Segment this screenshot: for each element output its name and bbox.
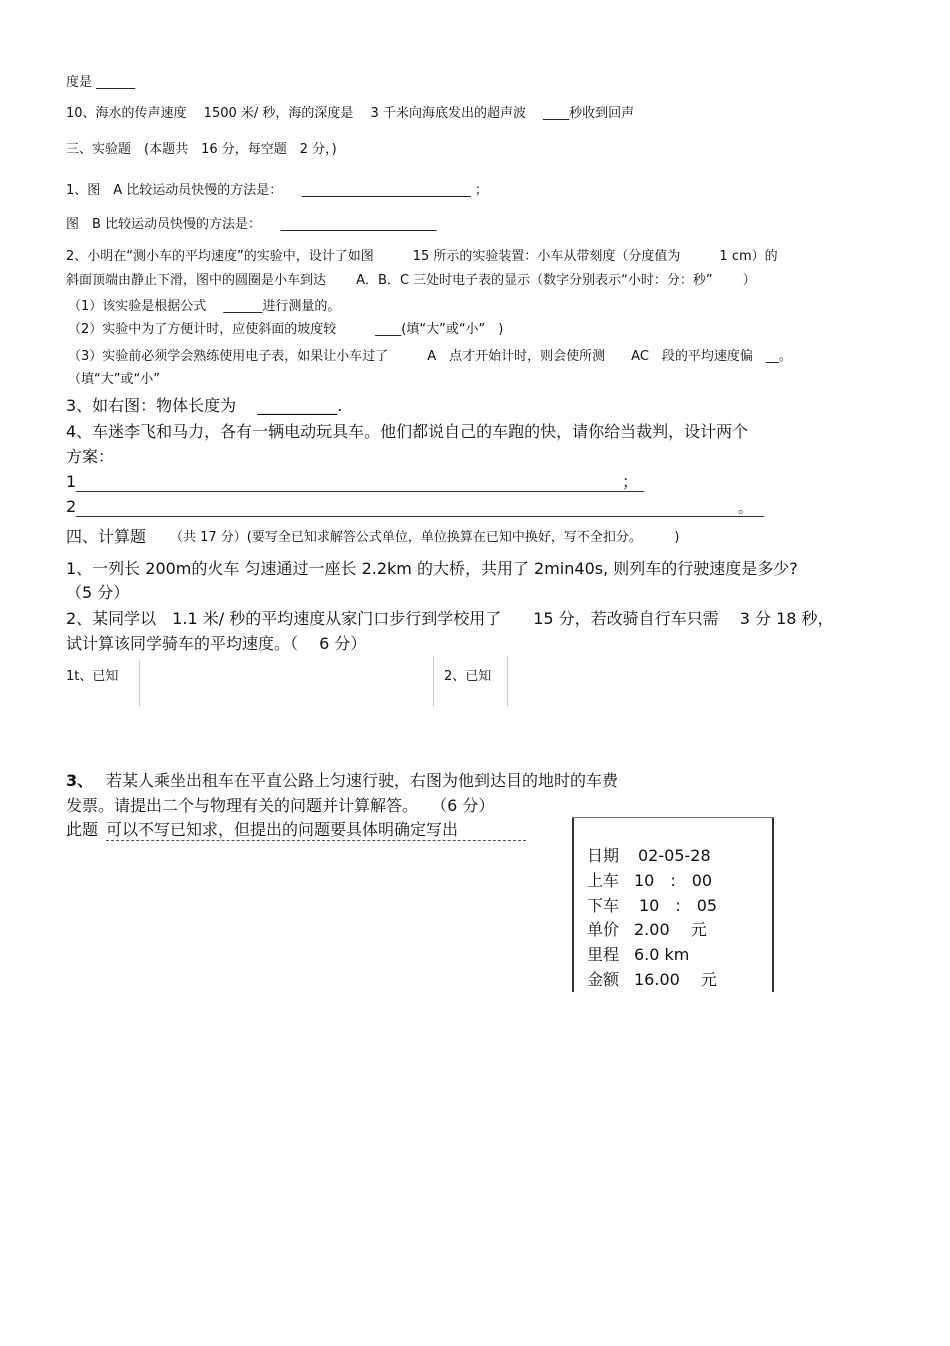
- receipt-board-label: 上车: [587, 871, 620, 890]
- receipt-amount-label: 金额: [587, 970, 620, 989]
- receipt-right-border: [772, 817, 774, 992]
- calc-3c-dashed-underline: [106, 840, 526, 841]
- plan-1-answer-line[interactable]: [76, 491, 644, 492]
- receipt-alight-value: 10 : 05: [639, 896, 718, 915]
- plan-2-number: 2: [66, 497, 77, 516]
- receipt-left-border: [572, 817, 574, 992]
- answer-box-2-left-border: [433, 656, 434, 706]
- fill-blank-top: 度是 ______: [66, 75, 136, 90]
- calc-2b: 试计算该同学骑车的平均速度。（ 6 分）: [66, 634, 367, 653]
- answer-box-2-label: 2、已知: [444, 669, 492, 684]
- experiment-2e: （3）实验前必须学会熟练使用电子表，如果让小车过了 A 点才开始计时，则会使所测 AC 段的平均速度偏 __。: [68, 349, 792, 364]
- calc-3c-prefix: 此题: [66, 820, 99, 839]
- experiment-1a: 1、图 A 比较运动员快慢的方法是： __________________________ ；: [66, 183, 488, 198]
- section-4-title: 四、计算题: [66, 527, 147, 546]
- receipt-distance-label: 里程: [587, 945, 620, 964]
- receipt-board-value: 10 : 00: [634, 871, 713, 890]
- receipt-top-border: [572, 817, 774, 818]
- receipt-alight-label: 下车: [587, 896, 620, 915]
- experiment-4b: 方案：: [66, 447, 115, 466]
- answer-box-2-right-border: [507, 656, 508, 706]
- experiment-2f: （填“大”或“小”: [68, 372, 160, 387]
- receipt-unit-price-label: 单价: [587, 920, 620, 939]
- calc-3-number: 3、: [66, 771, 94, 790]
- experiment-2d: （2）实验中为了方便计时，应使斜面的坡度较 ____(填“大”或“小” ): [68, 322, 504, 337]
- answer-box-1-border: [139, 660, 140, 706]
- experiment-3: 3、如右图：物体长度为 __________.: [66, 396, 343, 415]
- calc-3a: 若某人乘坐出租车在平直公路上匀速行驶，右图为他到达目的地时的车费: [106, 771, 619, 790]
- receipt-date-value: 02-05-28: [638, 846, 711, 865]
- section-3-heading: 三、实验题 (本题共 16 分，每空题 2 分，): [66, 142, 337, 157]
- experiment-2b: 斜面顶端由静止下滑，图中的圆圈是小车到达 A．B．C 三处时电子表的显示（数字分别表示“小时：分：秒” ）: [66, 273, 756, 288]
- calc-3c-note: 可以不写已知求，但提出的问题要具体明确定写出: [106, 820, 459, 839]
- experiment-1b: 图 B 比较运动员快慢的方法是： ________________________: [66, 217, 437, 232]
- experiment-4a: 4、车迷李飞和马力，各有一辆电动玩具车。他们都说自己的车跑的快，请你给当裁判，设计两个: [66, 422, 749, 441]
- receipt-amount-value: 16.00 元: [634, 970, 717, 989]
- calc-2a: 2、某同学以 1.1 米/ 秒的平均速度从家门口步行到学校用了 15 分，若改骑自行车只需 3 分 18 秒，: [66, 609, 834, 628]
- calc-1a: 1、一列长 200m的火车 匀速通过一座长 2.2km 的大桥，共用了 2min40s, 则列车的行驶速度是多少?: [66, 559, 798, 578]
- receipt-unit-price-value: 2.00 元: [634, 920, 707, 939]
- plan-1-number: 1: [66, 472, 77, 491]
- receipt-distance-value: 6.0 km: [634, 945, 690, 964]
- answer-box-1-label: 1t、已知: [66, 669, 119, 684]
- question-10: 10、海水的传声速度 1500 米/ 秒，海的深度是 3 千米向海底发出的超声波 ____秒收到回声: [66, 106, 635, 121]
- section-4-note: （共 17 分）(要写全已知求解答公式单位，单位换算在已知中换好，写不全扣分。 ): [170, 530, 680, 545]
- plan-1-end: ；: [622, 472, 639, 491]
- experiment-2c: （1）该实验是根据公式 ______进行测量的。: [68, 299, 341, 314]
- plan-2-answer-line[interactable]: [76, 516, 764, 517]
- receipt-date-label: 日期: [587, 846, 620, 865]
- calc-1b: （5 分）: [66, 583, 130, 602]
- calc-3b: 发票。请提出二个与物理有关的问题并计算解答。 （6 分）: [66, 796, 495, 815]
- experiment-2a: 2、小明在“测小车的平均速度”的实验中，设计了如图 15 所示的实验装置：小车从带刻度（分度值为 1 cm）的: [66, 249, 778, 264]
- plan-2-end: 。: [738, 501, 752, 517]
